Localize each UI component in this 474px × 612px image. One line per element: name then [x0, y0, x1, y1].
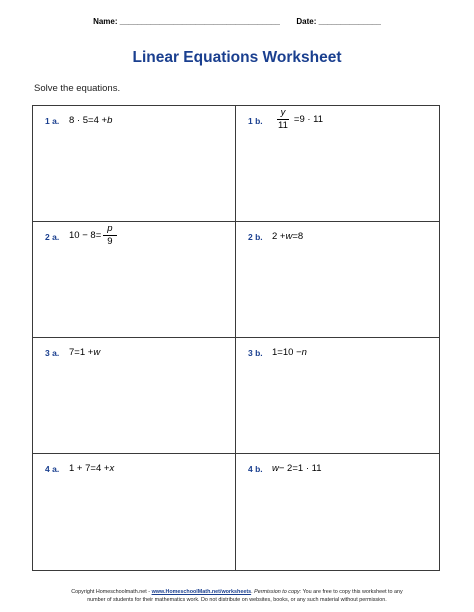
problem-number: 3 b.	[248, 348, 263, 358]
problem-number: 4 a.	[45, 464, 60, 474]
permission-text: You are free to copy this worksheet to any	[302, 589, 403, 595]
problem-cell-4b	[236, 454, 439, 570]
copyright-footer: Copyright Homeschoolmath.net - www.HomeschoolMath.net/worksheets. Permission to copy: You are free to copy this worksheet to any number of students for their mathematics work. Do not distribute on websites, books, or any such material without permission.	[0, 588, 474, 604]
equation: 1 = 10 − n	[272, 347, 307, 358]
problem-number: 1 a.	[45, 116, 60, 126]
worksheet-title: Linear Equations Worksheet	[132, 49, 342, 66]
problem-grid	[32, 105, 440, 571]
date-label: Date:	[296, 17, 317, 26]
equation: $\frac{y}{11}$ = 9 · 11	[272, 108, 323, 131]
permission-text-line2: number of students for their mathematics work. Do not distribute on websites, books, or any such material without permission.	[87, 597, 387, 603]
name-label: Name:	[93, 17, 118, 26]
equation: 8 · 5 = 4 + b	[69, 115, 113, 126]
website-link[interactable]: www.HomeschoolMath.net/worksheets	[151, 589, 252, 595]
fraction: $\frac{y}{11}$	[278, 107, 288, 131]
date-blank: ______________	[318, 17, 381, 26]
problem-cell-1b	[236, 106, 439, 222]
problem-cell-3a	[33, 338, 236, 454]
name-blank: ____________________________________	[119, 17, 280, 26]
problem-number: 3 a.	[45, 348, 60, 358]
problem-cell-2b	[236, 222, 439, 338]
equation: 10 − 8 = $\frac{p}{9}$	[69, 224, 119, 247]
problem-number: 4 b.	[248, 464, 263, 474]
instructions: Solve the equations.	[34, 83, 121, 94]
equation: 7 = 1 + w	[69, 347, 101, 358]
equation: 2 + w = 8	[272, 231, 304, 242]
problem-number: 1 b.	[248, 116, 263, 126]
copyright-text: Copyright Homeschoolmath.net -	[71, 589, 151, 595]
problem-cell-4a	[33, 454, 236, 570]
fraction: $\frac{p}{9}$	[103, 224, 116, 247]
problem-number: 2 b.	[248, 232, 263, 242]
problem-number: 2 a.	[45, 232, 60, 242]
problem-cell-3b	[236, 338, 439, 454]
permission-label: Permission to copy:	[254, 589, 302, 595]
problem-cell-1a	[33, 106, 236, 222]
equation: w − 2 = 1 · 11	[272, 463, 322, 474]
equation: 1 + 7 = 4 + x	[69, 463, 115, 474]
problem-cell-2a	[33, 222, 236, 338]
name-date-line	[0, 17, 474, 26]
